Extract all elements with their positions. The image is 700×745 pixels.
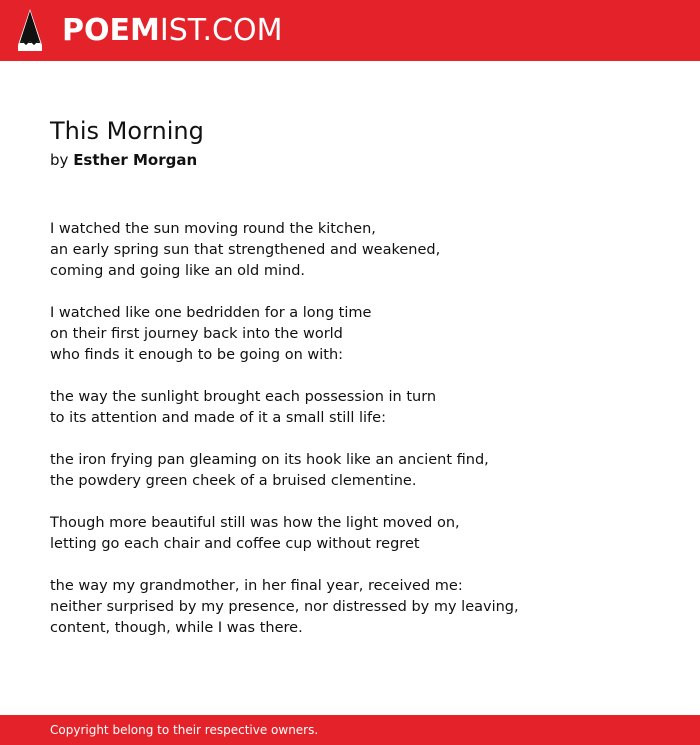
poem-stanza <box>50 576 680 639</box>
byline <box>50 150 197 170</box>
poem-line: to its attention and made of it a small still life: <box>50 410 386 426</box>
poem-line: letting go each chair and coffee cup without regret <box>50 536 420 552</box>
poem-line: the powdery green cheek of a bruised clementine. <box>50 473 417 489</box>
poem-line: on their first journey back into the world <box>50 326 343 342</box>
poem-line: an early spring sun that strengthened and weakened, <box>50 242 441 258</box>
poem-body <box>50 219 680 660</box>
poem-line: I watched the sun moving round the kitchen, <box>50 221 376 237</box>
logo-bold-text: POEM <box>62 13 160 48</box>
poem-stanza <box>50 450 680 492</box>
poem-line: I watched like one bedridden for a long time <box>50 305 372 321</box>
poem-stanza <box>50 387 680 429</box>
poem-line: who finds it enough to be going on with: <box>50 347 344 363</box>
site-footer <box>0 715 700 745</box>
copyright-notice: Copyright belong to their respective owners. <box>50 723 319 737</box>
poem-stanza <box>50 219 680 282</box>
site-logo[interactable] <box>62 12 282 50</box>
poem-line: coming and going like an old mind. <box>50 263 306 279</box>
logo-regular-text: IST.COM <box>159 13 283 48</box>
poem-stanza <box>50 303 680 366</box>
poem-line: content, though, while I was there. <box>50 620 303 636</box>
poem-line: the way my grandmother, in her final year, received me: <box>50 578 463 594</box>
byline-prefix: by <box>50 151 69 169</box>
poem-line: neither surprised by my presence, nor distressed by my leaving, <box>50 599 519 615</box>
poem-title: This Morning <box>50 117 204 145</box>
poem-line: Though more beautiful still was how the light moved on, <box>50 515 460 531</box>
pencil-tip-icon[interactable] <box>18 9 42 51</box>
site-header <box>0 0 700 61</box>
poem-line: the iron frying pan gleaming on its hook like an ancient find, <box>50 452 489 468</box>
poem-stanza <box>50 513 680 555</box>
poem-line: the way the sunlight brought each possession in turn <box>50 389 437 405</box>
author-name: Esther Morgan <box>73 151 198 169</box>
